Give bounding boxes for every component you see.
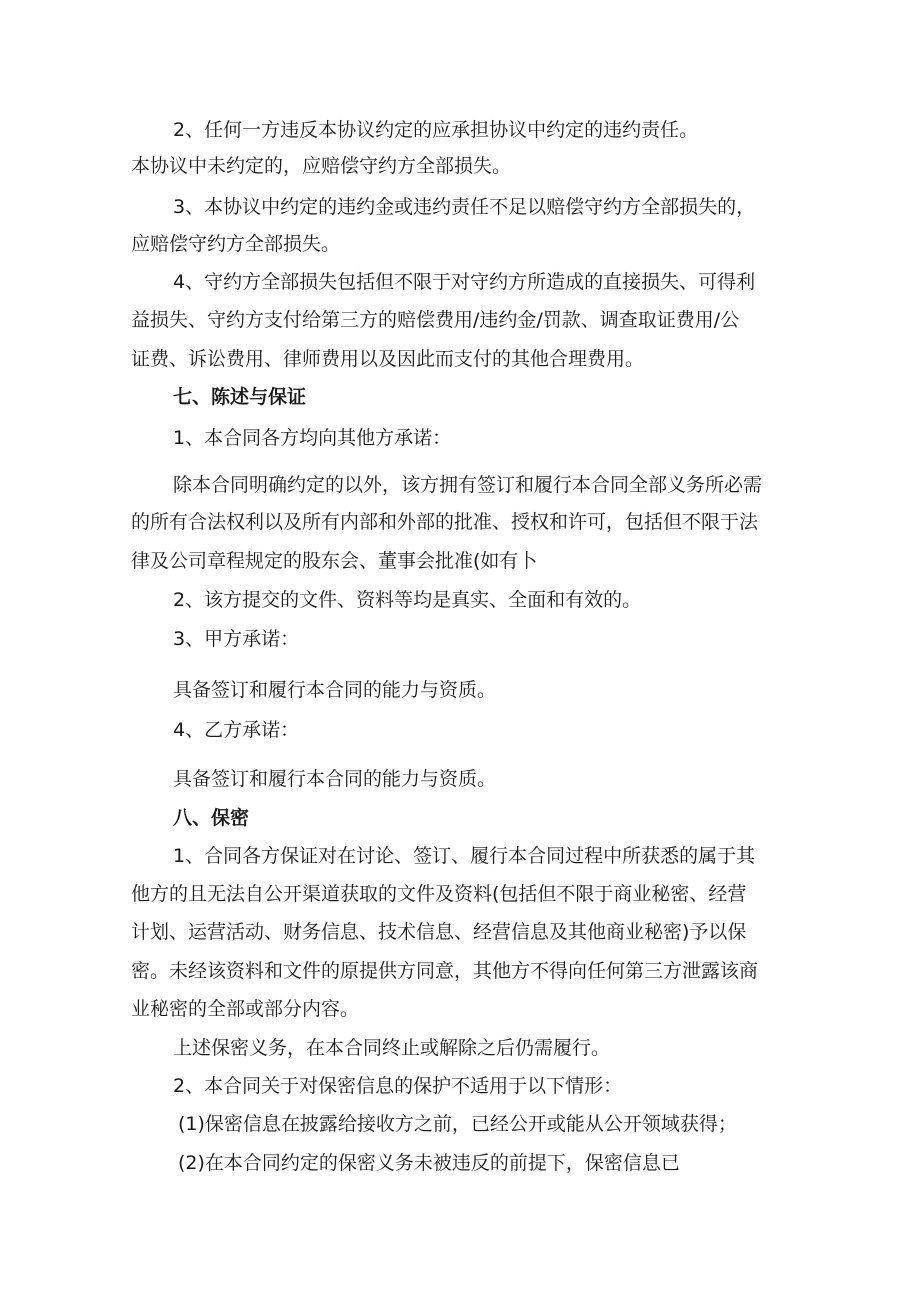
paragraph-line: 上述保密义务，在本合同终止或解除之后仍需履行。 <box>173 1037 611 1059</box>
paragraph-line: 4、乙方承诺： <box>173 719 300 741</box>
paragraph-line: 除本合同明确约定的以外，该方拥有签订和履行本合同全部义务所必需 <box>173 474 763 496</box>
paragraph-line: 2、任何一方违反本协议约定的应承担协议中约定的违约责任。 <box>173 119 699 141</box>
paragraph-line: 3、甲方承诺： <box>173 628 300 650</box>
paragraph-line: (2)在本合同约定的保密义务未被违反的前提下，保密信息已 <box>178 1152 680 1174</box>
paragraph-line: 1、本合同各方均向其他方承诺： <box>173 427 452 449</box>
paragraph-line: 业秘密的全部或部分内容。 <box>131 998 360 1020</box>
paragraph-line: 3、本协议中约定的违约金或违约责任不足以赔偿守约方全部损失的， <box>173 196 756 218</box>
paragraph-line: 他方的且无法自公开渠道获取的文件及资料(包括但不限于商业秘密、经营 <box>131 883 747 905</box>
section-heading: 七、陈述与保证 <box>173 386 307 408</box>
paragraph-line: 具备签订和履行本合同的能力与资质。 <box>173 679 497 701</box>
paragraph-line: 2、该方提交的文件、资料等均是真实、全面和有效的。 <box>173 589 642 611</box>
paragraph-line: 2、本合同关于对保密信息的保护不适用于以下情形： <box>173 1075 623 1097</box>
paragraph-line: 1、合同各方保证对在讨论、签订、履行本合同过程中所获悉的属于其 <box>173 845 756 867</box>
paragraph-line: 律及公司章程规定的股东会、董事会批准(如有卜 <box>131 550 538 572</box>
paragraph-line: 密。未经该资料和文件的原提供方同意，其他方不得向任何第三方泄露该商 <box>131 960 759 982</box>
paragraph-line: 计划、运营活动、财务信息、技术信息、经营信息及其他商业秘密)予以保 <box>131 921 747 943</box>
paragraph-line: 应赔偿守约方全部损失。 <box>131 233 341 255</box>
paragraph-line: (1)保密信息在披露给接收方之前，已经公开或能从公开领域获得； <box>178 1113 737 1135</box>
section-heading: 八、保密 <box>173 807 250 829</box>
paragraph-line: 的所有合法权利以及所有内部和外部的批准、授权和许可，包括但不限于法 <box>131 511 759 533</box>
paragraph-line: 证费、诉讼费用、律师费用以及因此而支付的其他合理费用。 <box>131 348 645 370</box>
paragraph-line: 益损失、守约方支付给第三方的赔偿费用/违约金/罚款、调查取证费用/公 <box>131 309 740 331</box>
paragraph-line: 具备签订和履行本合同的能力与资质。 <box>173 768 497 790</box>
paragraph-line: 本协议中未约定的，应赔偿守约方全部损失。 <box>131 155 512 177</box>
paragraph-line: 4、守约方全部损失包括但不限于对守约方所造成的直接损失、可得利 <box>173 271 756 293</box>
